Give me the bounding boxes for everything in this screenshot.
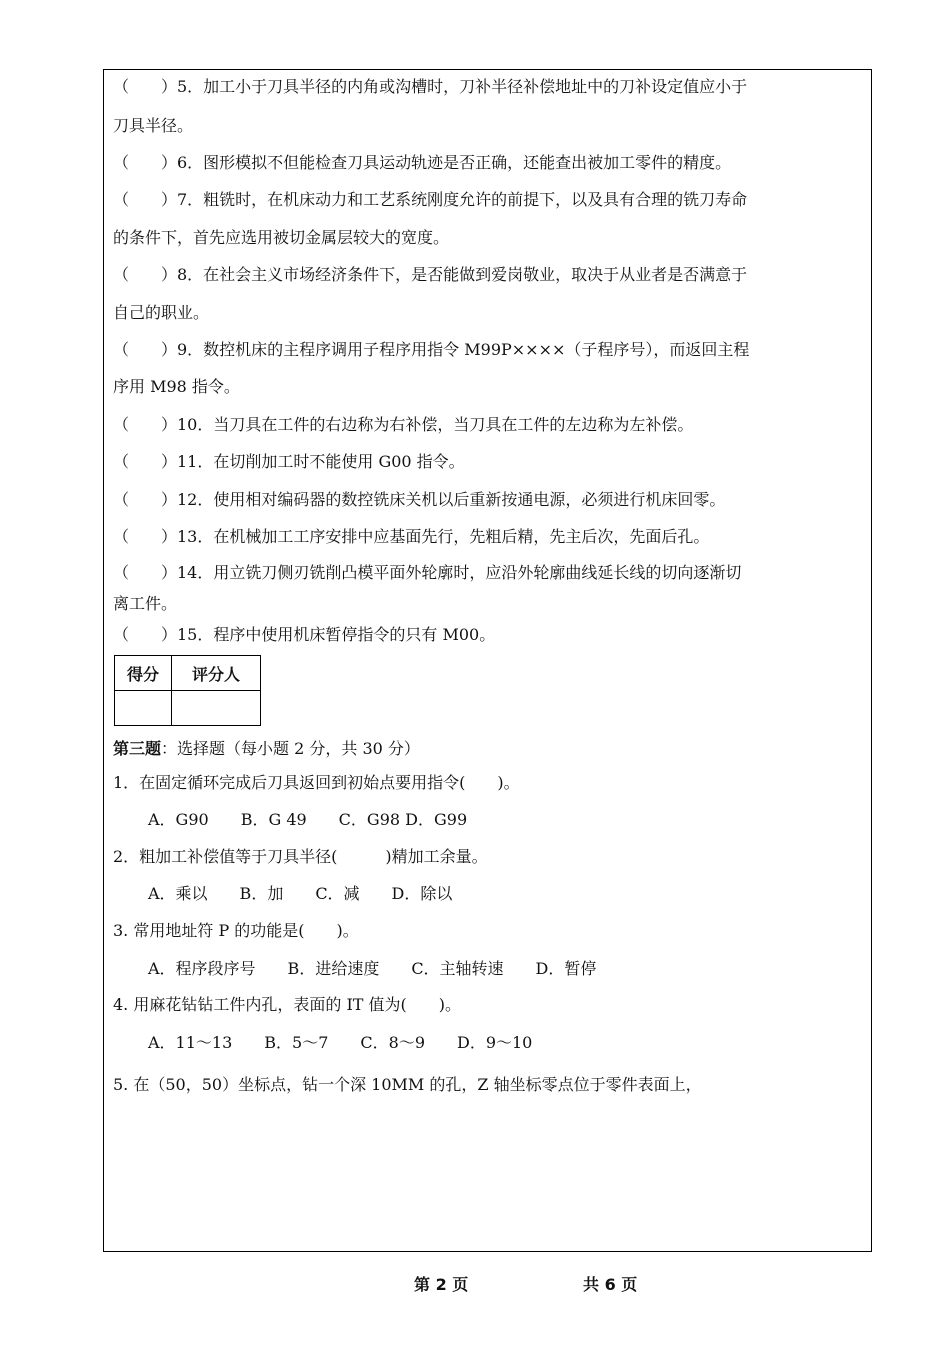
tf-question-13: （ ）13．在机械加工工序安排中应基面先行，先粗后精，先主后次，先面后孔。 [113,527,710,546]
total-pages: 共 6 页 [583,1275,638,1294]
tf-question-15: （ ）15．程序中使用机床暂停指令的只有 M00。 [113,625,496,644]
mc-options-2: A．乘以 B．加 C．减 D．除以 [148,884,453,903]
tf-question-8-line2: 自己的职业。 [113,303,210,322]
score-cell[interactable] [115,691,172,726]
tf-question-7-line2: 的条件下，首先应选用被切金属层较大的宽度。 [113,228,450,247]
tf-question-14-line2: 离工件。 [113,594,178,613]
section-3-desc: ：选择题（每小题 2 分，共 30 分） [161,739,420,758]
tf-question-8-line1: （ ）8．在社会主义市场经济条件下，是否能做到爱岗敬业，取决于从业者是否满意于 [113,265,748,284]
mc-question-3: 3. 常用地址符 P 的功能是( )。 [113,921,359,940]
mc-options-3: A．程序段序号 B．进给速度 C．主轴转速 D．暂停 [148,959,597,978]
page-number: 第 2 页 [414,1275,469,1294]
mc-question-2: 2．粗加工补偿值等于刀具半径( )精加工余量。 [113,847,488,866]
tf-question-14-line1: （ ）14．用立铣刀侧刃铣削凸模平面外轮廓时，应沿外轮廓曲线延长线的切向逐渐切 [113,563,742,582]
tf-question-12: （ ）12．使用相对编码器的数控铣床关机以后重新按通电源，必须进行机床回零。 [113,490,726,509]
section-3-title: 第三题 [113,739,162,758]
tf-question-11: （ ）11．在切削加工时不能使用 G00 指令。 [113,452,465,471]
grader-cell[interactable] [172,691,261,726]
mc-question-4: 4. 用麻花钻钻工件内孔，表面的 IT 值为( )。 [113,995,462,1014]
mc-question-1: 1．在固定循环完成后刀具返回到初始点要用指令( )。 [113,773,520,792]
tf-question-10: （ ）10．当刀具在工件的右边称为右补偿，当刀具在工件的左边称为左补偿。 [113,415,694,434]
mc-options-4: A．11～13 B．5～7 C．8～9 D．9～10 [148,1033,533,1052]
score-header: 得分 [115,656,172,691]
tf-question-9-line2: 序用 M98 指令。 [113,377,240,396]
section-3-heading [113,739,420,759]
score-table [114,655,261,726]
mc-question-5: 5. 在（50，50）坐标点，钻一个深 10MM 的孔，Z 轴坐标零点位于零件表面上， [113,1075,702,1094]
tf-question-5-line2: 刀具半径。 [113,116,194,135]
grader-header: 评分人 [172,656,261,691]
tf-question-7-line1: （ ）7．粗铣时，在机床动力和工艺系统刚度允许的前提下，以及具有合理的铣刀寿命 [113,190,748,209]
tf-question-6: （ ）6．图形模拟不但能检查刀具运动轨迹是否正确，还能查出被加工零件的精度。 [113,153,732,172]
mc-options-1: A．G90 B．G 49 C．G98 D．G99 [148,810,468,829]
tf-question-9-line1: （ ）9．数控机床的主程序调用子程序用指令 M99P××××（子程序号），而返回主程 [113,340,750,359]
tf-question-5-line1: （ ）5．加工小于刀具半径的内角或沟槽时，刀补半径补偿地址中的刀补设定值应小于 [113,77,748,96]
